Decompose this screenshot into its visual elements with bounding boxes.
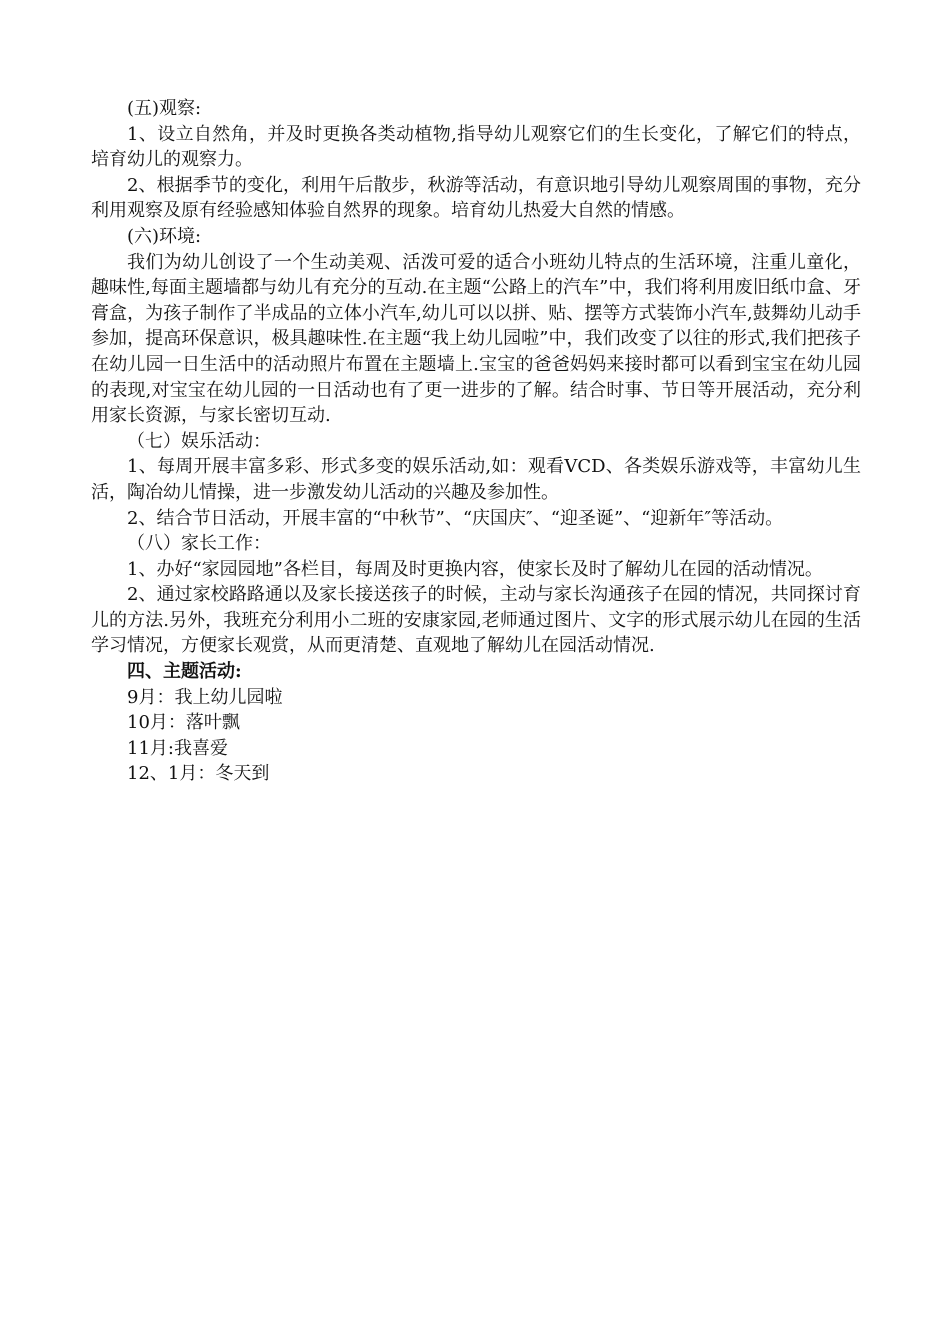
section-heading-parent-work: （八）家长工作：	[127, 533, 271, 555]
section-heading-entertainment: （七）娱乐活动：	[127, 430, 271, 452]
paragraph-weekly-entertainment: 1、每周开展丰富多彩、形式多变的娱乐活动,如：观看VCD、各类娱乐游戏等，丰富幼儿生活，陶冶幼儿情操，进一步激发幼儿活动的兴趣及参加性。	[91, 456, 861, 503]
section-heading-observation: (五)观察:	[127, 98, 202, 119]
document-page	[91, 96, 861, 787]
paragraph-home-garden: 1、办好“家园园地”各栏目，每周及时更换内容，使家长及时了解幼儿在园的活动情况。	[127, 558, 823, 580]
theme-item-november: 11月:我喜爱	[127, 737, 228, 759]
paragraph-nature-corner: 1、设立自然角，并及时更换各类动植物,指导幼儿观察它们的生长变化，了解它们的特点，培育幼儿的观察力。	[91, 123, 861, 171]
paragraph-holiday-activities: 2、结合节日活动，开展丰富的“中秋节”、“庆国庆″、“迎圣诞”、“迎新年″等活动。	[127, 507, 784, 529]
theme-item-september: 9月：我上幼儿园啦	[127, 686, 283, 708]
paragraph-parent-communication: 2、通过家校路路通以及家长接送孩子的时候，主动与家长沟通孩子在园的情况，共同探讨育儿的方法.另外，我班充分利用小二班的安康家园,老师通过图片、文字的形式展示幼儿在园的生活学习情况，方便家长观赏，从而更清楚、直观地了解幼儿在园活动情况.	[91, 584, 861, 657]
theme-item-december-january: 12、1月：冬天到	[127, 763, 270, 785]
section-heading-environment: (六)环境:	[127, 225, 202, 247]
section-heading-theme-activities: 四、主题活动:	[127, 661, 242, 683]
paragraph-seasonal-observation: 2、根据季节的变化，利用午后散步，秋游等活动，有意识地引导幼儿观察周围的事物，充分利用观察及原有经验感知体验自然界的现象。培育幼儿热爱大自然的情感。	[91, 174, 861, 222]
theme-item-october: 10月：落叶飘	[127, 712, 240, 734]
paragraph-environment: 我们为幼儿创设了一个生动美观、活泼可爱的适合小班幼儿特点的生活环境，注重儿童化，趣味性,每面主题墙都与幼儿有充分的互动.在主题“公路上的汽车”中，我们将利用废旧纸巾盒、牙膏盒，为孩子制作了半成品的立体小汽车,幼儿可以以拼、贴、摆等方式装饰小汽车,鼓舞幼儿动手参加，提高环保意识，极具趣味性.在主题“我上幼儿园啦”中，我们改变了以往的形式,我们把孩子在幼儿园一日生活中的活动照片布置在主题墙上.宝宝的爸爸妈妈来接时都可以看到宝宝在幼儿园的表现,对宝宝在幼儿园的一日活动也有了更一进步的了解。结合时事、节日等开展活动，充分利用家长资源，与家长密切互动.	[91, 251, 861, 427]
